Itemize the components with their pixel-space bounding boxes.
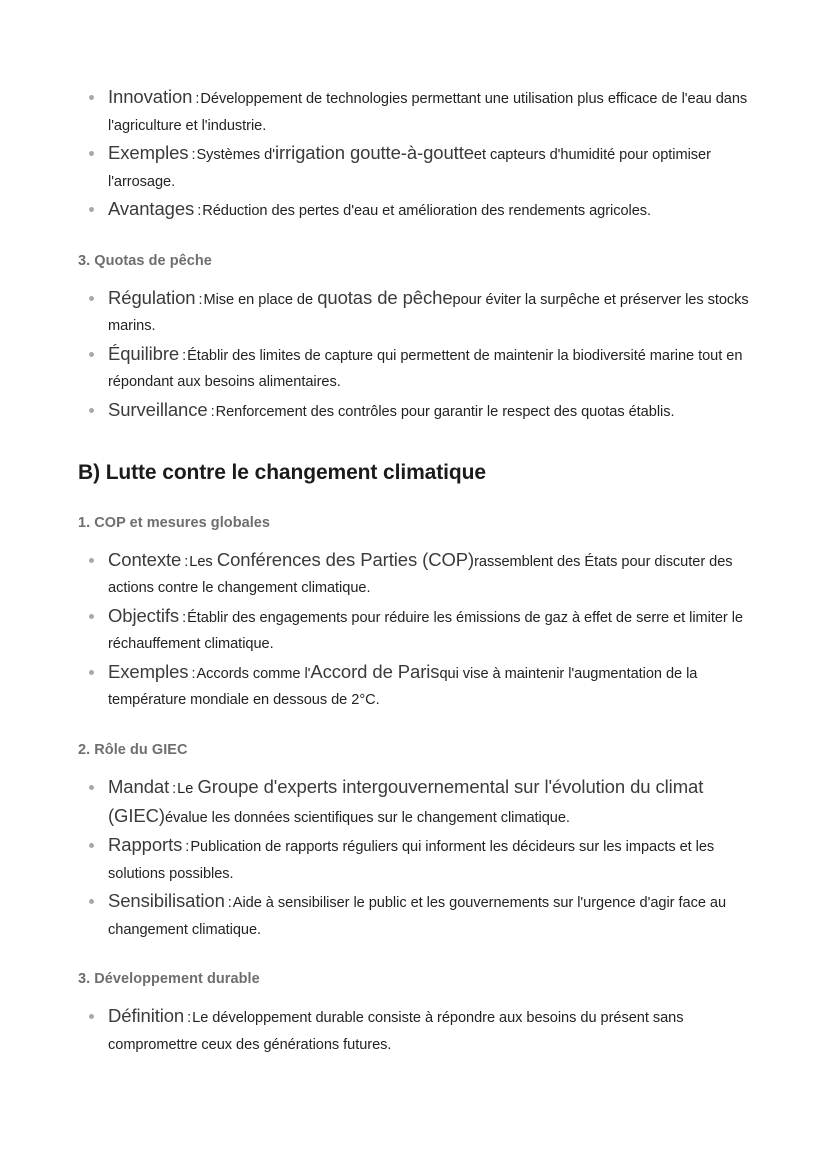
list-item-text-pre: Les: [189, 553, 213, 570]
list-item: [78, 397, 750, 426]
list-item-text-post: évalue les données scientifiques sur le changement climatique.: [164, 809, 570, 826]
list-item: [78, 1003, 750, 1058]
list-item-highlight: Groupe d'experts intergouvernemental sur l'évolution du climat (GIEC): [108, 776, 704, 826]
list-item-term: Sensibilisation: [108, 890, 225, 912]
bullet-list-giec: [78, 774, 750, 943]
list-item: [78, 196, 750, 225]
list-item-text-post: pour éviter la surpêche et préserver les stocks marins.: [108, 291, 749, 335]
list-item-term: Contexte: [108, 548, 182, 570]
list-item-separator: :: [191, 665, 196, 682]
list-item-highlight: Conférences des Parties (COP): [216, 548, 475, 570]
list-item-text-post: rassemblent des États pour discuter des actions contre le changement climatique.: [108, 553, 733, 597]
list-item-separator: :: [172, 781, 177, 798]
list-item-separator: :: [185, 839, 190, 856]
list-item-highlight: quotas de pêche: [317, 286, 453, 308]
list-item-text-pre: Mise en place de: [203, 291, 314, 308]
list-item-text: Établir des limites de capture qui permettent de maintenir la biodiversité marine tout en répondant aux besoins alimentaires.: [108, 347, 743, 391]
list-item-term: Objectifs: [108, 604, 180, 626]
list-item-text: Réduction des pertes d'eau et amélioration des rendements agricoles.: [202, 203, 652, 219]
list-item-text: Établir des engagements pour réduire les émissions de gaz à effet de serre et limiter le réchauffement climatique.: [108, 609, 743, 653]
list-item-highlight: irrigation goutte-à-goutte: [274, 142, 474, 163]
list-item-term: Exemples: [108, 660, 189, 682]
list-item-separator: :: [184, 553, 189, 570]
list-item: [78, 285, 750, 340]
list-item-term: Avantages: [108, 198, 195, 219]
list-item-text-post: et capteurs d'humidité pour optimiser l'arrosage.: [108, 147, 711, 190]
list-item-term: Innovation: [108, 86, 193, 107]
list-item-separator: :: [197, 203, 202, 219]
list-item: [78, 547, 750, 602]
list-item-separator: :: [182, 609, 187, 626]
list-item-separator: :: [187, 1010, 192, 1027]
list-item-separator: :: [191, 147, 196, 163]
list-item-term: Définition: [108, 1005, 185, 1027]
list-item-term: Équilibre: [108, 342, 180, 364]
list-item-term: Exemples: [108, 142, 189, 163]
bullet-list-quotas: [78, 285, 750, 426]
list-item-text: Publication de rapports réguliers qui informent les décideurs sur les impacts et les solutions possibles.: [108, 839, 715, 882]
list-item: [78, 84, 750, 139]
subheading-cop: 1. COP et mesures globales: [78, 514, 271, 531]
list-item-text-post: qui vise à maintenir l'augmentation de la température mondiale en dessous de 2°C.: [108, 665, 698, 709]
list-item-term: Régulation: [108, 286, 196, 308]
list-item-separator: :: [210, 403, 215, 420]
list-item-separator: :: [198, 291, 203, 308]
list-item: [78, 774, 750, 831]
list-item-separator: :: [182, 347, 187, 364]
list-item: [78, 659, 750, 714]
list-item-text: Renforcement des contrôles pour garantir le respect des quotas établis.: [215, 403, 675, 420]
list-item-text-pre: Accords comme l': [196, 665, 311, 682]
list-item-text: Aide à sensibiliser le public et les gouvernements sur l'urgence d'agir face au changement climatique.: [108, 895, 727, 938]
bullet-list-cop: [78, 547, 750, 714]
list-item-term: Surveillance: [108, 398, 208, 420]
list-item-separator: :: [195, 91, 200, 107]
list-item-highlight: Accord de Paris: [310, 660, 440, 682]
list-item: [78, 888, 750, 943]
list-item-term: Rapports: [108, 834, 183, 856]
list-item: [78, 341, 750, 396]
section-heading-b: B) Lutte contre le changement climatique: [78, 461, 486, 485]
list-item-text-pre: Systèmes d': [196, 147, 275, 163]
list-item: [78, 832, 750, 887]
subheading-role-du-giec: 2. Rôle du GIEC: [78, 741, 188, 758]
list-item: [78, 603, 750, 658]
list-item-text: Développement de technologies permettant une utilisation plus efficace de l'eau dans l'agriculture et l'industrie.: [108, 91, 748, 134]
list-item-text: Le développement durable consiste à répondre aux besoins du présent sans compromettre ceux des générations futures.: [108, 1010, 684, 1053]
list-item-separator: :: [227, 895, 232, 912]
bullet-list-developpement-durable: [78, 1003, 750, 1058]
list-item-term: Mandat: [108, 776, 170, 798]
bullet-list-irrigation: [78, 84, 750, 225]
subheading-developpement-durable: 3. Développement durable: [78, 971, 260, 988]
list-item-text-pre: Le: [177, 781, 194, 798]
subheading-quotas-de-peche: 3. Quotas de pêche: [78, 252, 212, 269]
list-item: [78, 140, 750, 195]
